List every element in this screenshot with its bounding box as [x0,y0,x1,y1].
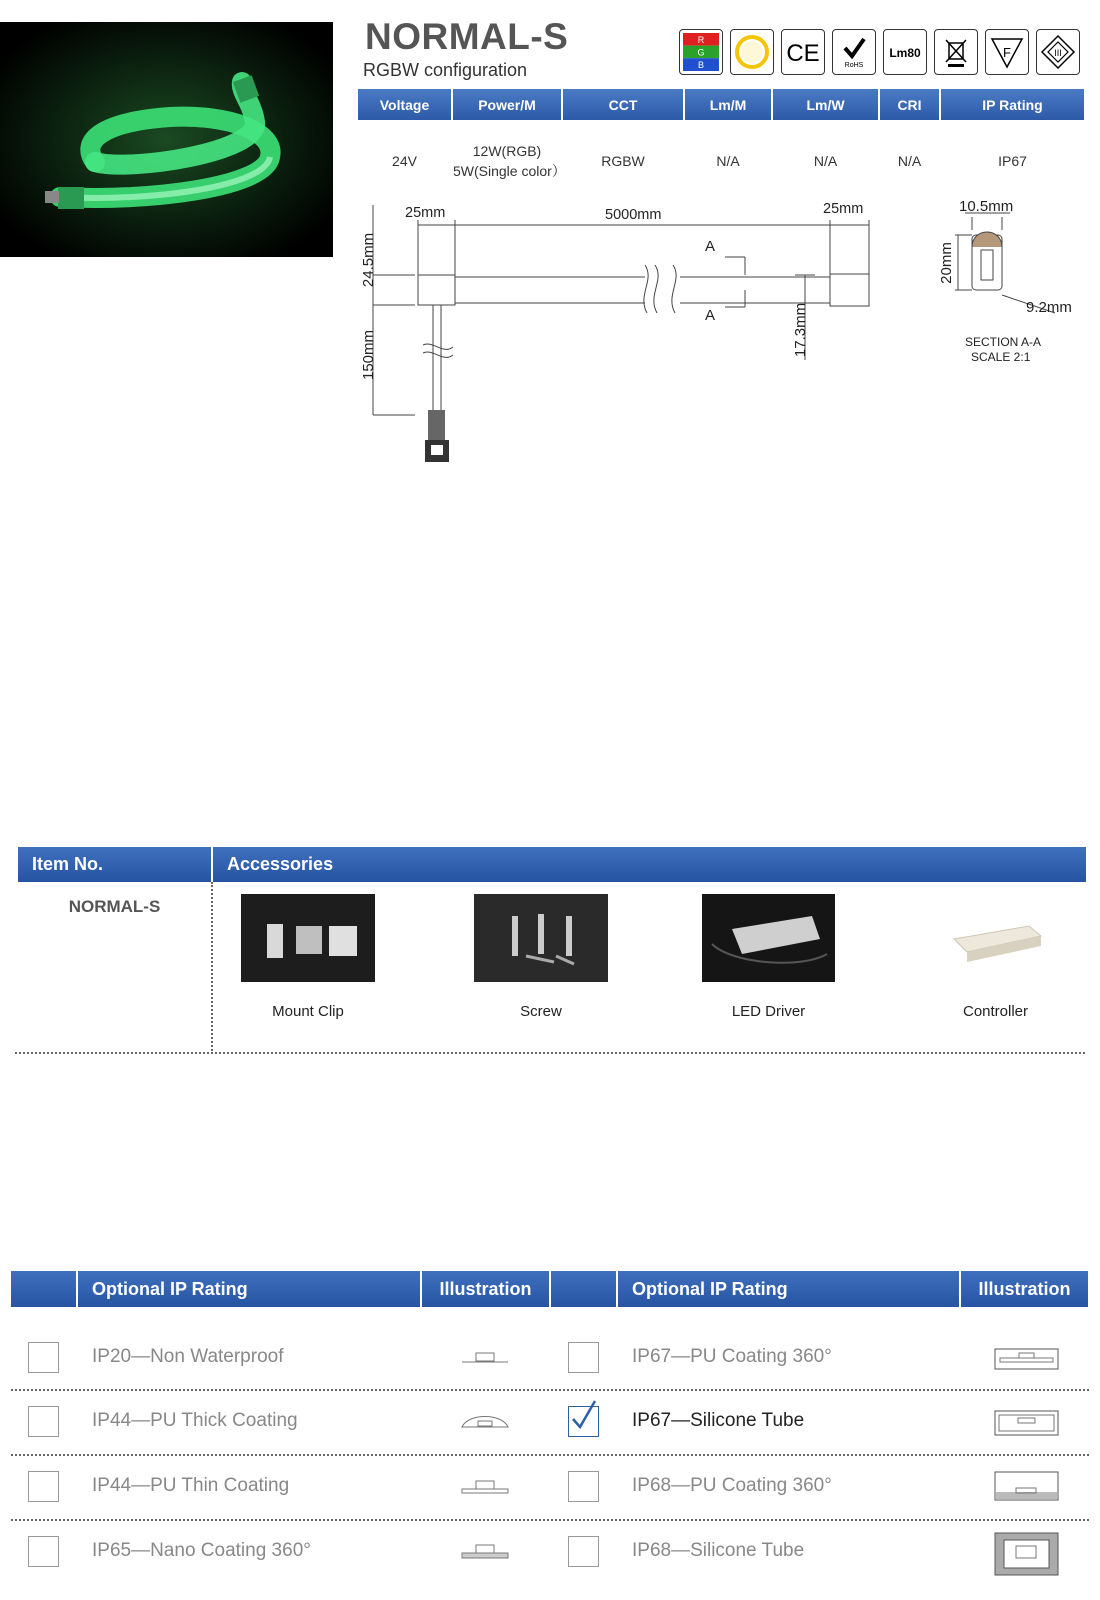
ip-header-illustration-right: Illustration [961,1271,1088,1307]
section-scale: SCALE 2:1 [971,350,1031,364]
ip44-thin-label: IP44—PU Thin Coating [92,1475,290,1496]
class-iii-icon [1036,29,1080,75]
spec-header-power: Power/M [453,89,561,120]
controller-image [929,894,1062,982]
ip65-checkbox[interactable] [28,1536,59,1567]
spec-value-lm-m: N/A [716,153,740,169]
acc-bottom-divider [15,1052,1085,1054]
spec-header-voltage: Voltage [358,89,451,120]
rgb-icon [679,29,723,75]
ip-row-divider [11,1519,1089,1521]
weee-icon [934,29,978,75]
ip67-pu-checkbox[interactable] [568,1342,599,1373]
spec-header-ip: IP Rating [941,89,1084,120]
ip68-silicone-illustration [994,1532,1059,1576]
screw-image [474,894,608,982]
ce-icon [781,29,825,75]
ip20-checkbox[interactable] [28,1342,59,1373]
ip-header-check-right [551,1271,616,1307]
mount-clip-image [241,894,375,982]
section-marker-top: A [705,238,716,255]
page-subtitle: RGBW configuration [363,60,528,80]
ip-row-divider [11,1454,1089,1456]
dim-cable-length: 150mm [360,329,377,381]
svg-text:G: G [697,47,705,58]
ip-header-illustration-left: Illustration [422,1271,549,1307]
led-driver-image [702,894,835,982]
ip44-thick-label: IP44—PU Thick Coating [92,1410,298,1431]
acc-header-item-no: Item No. [18,847,211,882]
acc-label-mount-clip: Mount Clip [272,1003,344,1020]
ip-header-rating-left: Optional IP Rating [78,1271,420,1307]
spec-value-cct: RGBW [601,153,645,169]
ip44-thick-checkbox[interactable] [28,1406,59,1437]
lm80-icon [883,29,927,75]
dim-section-height: 20mm [938,242,955,284]
ip44-thin-illustration [460,1476,510,1496]
ip67-silicone-checkbox[interactable] [568,1406,599,1437]
svg-text:RoHS: RoHS [844,62,864,69]
dim-section-inner: 9.2mm [1026,299,1072,316]
lifetime-icon [730,29,774,75]
svg-text:Lm80: Lm80 [889,46,921,60]
spec-value-power: 12W(RGB) 5W(Single color） [453,143,566,179]
ip65-illustration [460,1541,510,1561]
spec-header-cct: CCT [563,89,683,120]
svg-text:CE: CE [786,40,820,67]
dim-section-width: 10.5mm [959,198,1014,215]
ip68-pu-illustration [994,1470,1059,1502]
ip20-label: IP20—Non Waterproof [92,1346,284,1367]
ip67-pu-label: IP67—PU Coating 360° [632,1346,832,1367]
dim-strip-height: 17.3mm [792,302,809,358]
spec-header-lm-w: Lm/W [773,89,878,120]
acc-header-accessories: Accessories [213,847,1086,882]
spec-value-ip: IP67 [998,153,1027,169]
acc-item-no: NORMAL-S [68,897,161,916]
svg-text:F: F [1003,45,1011,60]
ip68-silicone-label: IP68—Silicone Tube [632,1540,805,1561]
ip44-thick-illustration [460,1411,510,1431]
ip67-pu-illustration [994,1346,1059,1372]
checkmark-icon [567,1399,598,1430]
acc-label-led-driver: LED Driver [731,1003,806,1020]
ip68-silicone-checkbox[interactable] [568,1536,599,1567]
ip67-silicone-label: IP67—Silicone Tube [632,1410,805,1431]
ip68-pu-checkbox[interactable] [568,1471,599,1502]
ip-row-divider [11,1389,1089,1391]
page-title: NORMAL-S [365,16,569,57]
section-title: SECTION A-A [965,335,1042,349]
svg-text:R: R [697,35,705,45]
spec-value-cri: N/A [897,153,922,169]
dimension-drawing [355,195,1095,485]
ip-header-rating-right: Optional IP Rating [618,1271,959,1307]
product-photo [0,22,333,257]
spec-value-lm-w: N/A [813,153,838,169]
acc-label-screw: Screw [520,1003,562,1020]
rohs-icon [832,29,876,75]
spec-value-voltage: 24V [392,153,417,169]
ip44-thin-checkbox[interactable] [28,1471,59,1502]
dim-left-length: 25mm [405,205,446,221]
acc-label-controller: Controller [962,1003,1029,1020]
spec-header-cri: CRI [880,89,939,120]
ip67-silicone-illustration [994,1409,1059,1437]
ip-header-check-left [11,1271,76,1307]
ip65-label: IP65—Nano Coating 360° [92,1540,311,1561]
ip68-pu-label: IP68—PU Coating 360° [632,1475,832,1496]
f-mark-icon [985,29,1029,75]
spec-header-lm-m: Lm/M [685,89,771,120]
ip20-illustration [460,1347,510,1367]
section-marker-bottom: A [705,307,716,324]
acc-column-divider [211,882,213,1054]
dim-right-length: 25mm [823,201,864,217]
svg-text:III: III [1054,48,1062,58]
svg-text:B: B [697,60,705,71]
dim-main-length: 5000mm [605,207,662,223]
dim-endcap-height: 24.5mm [360,232,377,288]
